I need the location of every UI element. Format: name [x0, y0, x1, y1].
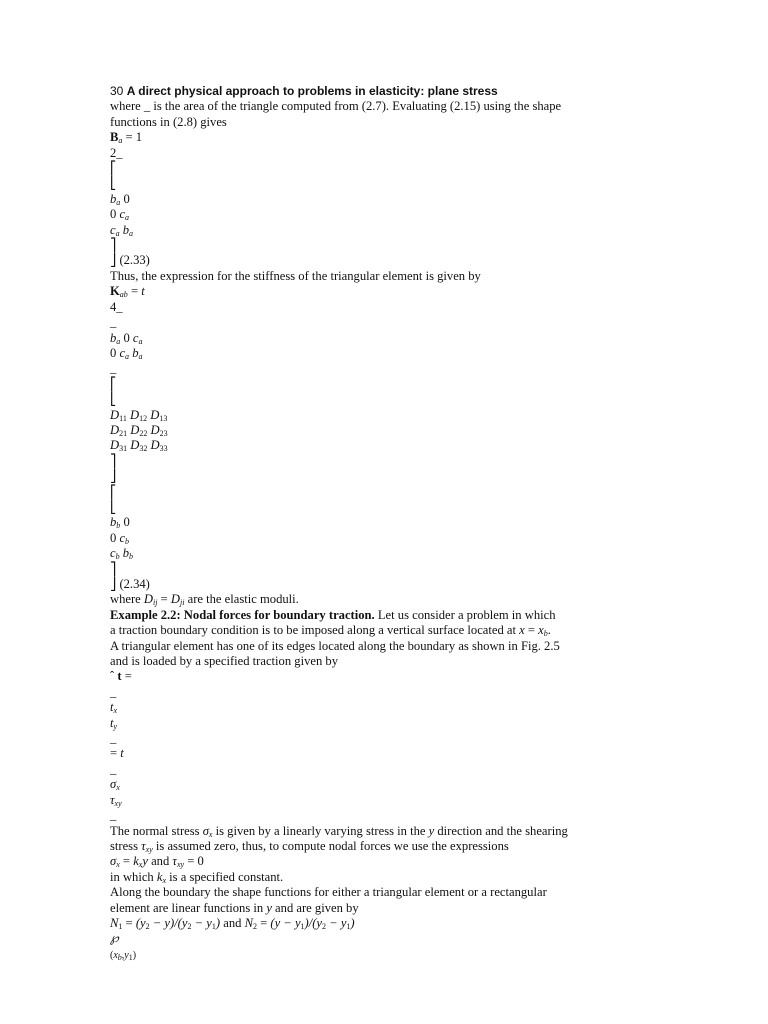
text-line [110, 392, 730, 407]
text-run: c [110, 222, 116, 237]
text-line [110, 777, 730, 792]
text-line [110, 669, 730, 684]
text-run: ⎤ [110, 453, 117, 468]
subscript: x [116, 860, 120, 870]
text-line [110, 500, 730, 515]
text-line [110, 639, 730, 654]
text-run: b [132, 345, 139, 360]
text-run: functions in (2.8) gives [110, 114, 227, 129]
subscript: x [208, 829, 213, 839]
text-run: ⎣ [110, 176, 117, 191]
subscript: 33 [159, 444, 168, 454]
text-run: Thus, the expression for the stiffness of the triangular element is given by [110, 268, 481, 283]
text-run: D [170, 592, 180, 607]
text-run: _ [110, 761, 117, 776]
text-run: and is loaded by a specified traction given by [110, 654, 339, 669]
subscript: xy [145, 844, 153, 854]
subscript: xy [176, 860, 185, 870]
text-line [110, 454, 730, 469]
subscript: b [117, 952, 122, 962]
text-line [110, 762, 730, 777]
text-run: D [150, 407, 160, 422]
text-line [110, 716, 730, 731]
text-run: _ [110, 315, 117, 330]
subscript: 13 [159, 413, 168, 423]
text-run: = [119, 854, 134, 869]
text-run: y [428, 823, 435, 838]
subscript: ij [153, 598, 158, 608]
text-line [110, 793, 730, 808]
text-run: Along the boundary the shape functions for either a triangular element or a rectangular [110, 885, 547, 900]
subscript: a [125, 351, 130, 361]
text-line [110, 654, 730, 669]
text-line [110, 931, 730, 946]
subscript: 2 [187, 921, 192, 931]
text-run: D [130, 438, 140, 453]
text-line [110, 238, 730, 253]
text-run: is given by a linearly varying stress in the [212, 823, 429, 838]
text-line [110, 870, 730, 885]
text-run: N [110, 915, 119, 930]
text-run: 0 [110, 530, 120, 545]
text-run: b [122, 546, 130, 561]
text-run: ⎦ (2.33) [110, 253, 150, 268]
text-line [110, 546, 730, 561]
text-line [110, 115, 730, 130]
text-line [110, 438, 730, 453]
subscript: 12 [139, 413, 148, 423]
text-run: ⎤ [110, 238, 117, 253]
text-run: ) [132, 949, 137, 961]
text-run: c [110, 546, 116, 561]
text-run: c [119, 530, 126, 545]
text-line [110, 192, 730, 207]
text-run: x [519, 623, 525, 638]
text-run: − y [191, 915, 212, 930]
subscript: a [116, 336, 121, 346]
text-run: = [127, 284, 142, 299]
text-run: A triangular element has one of its edges located along the boundary as shown in Fig. 2.5 [110, 638, 560, 653]
text-run: 4_ [110, 299, 123, 314]
text-line [110, 577, 730, 592]
text-run: D [150, 422, 160, 437]
text-run: in which [110, 869, 157, 884]
text-run: is a specified constant. [166, 869, 284, 884]
text-run: and [220, 915, 245, 930]
text-line [110, 515, 730, 530]
text-line [110, 947, 730, 963]
text-run: where _ is the area of the triangle computed from (2.7). Evaluating (2.15) using the shape [110, 99, 562, 114]
text-run: . [547, 623, 551, 638]
text-run: stress [110, 838, 142, 853]
subscript: x [138, 860, 143, 870]
text-run: = [110, 746, 121, 761]
running-header [110, 84, 730, 99]
text-line [110, 531, 730, 546]
text-line [110, 361, 730, 376]
text-run: x [538, 623, 544, 638]
text-run: N [244, 915, 253, 930]
text-run: b [110, 191, 117, 206]
subscript: y [113, 721, 118, 731]
text-run: − y)/(y [149, 915, 188, 930]
text-run: t [110, 700, 114, 715]
text-run: The normal stress [110, 823, 203, 838]
text-run: 0 [120, 515, 130, 530]
text-run: ⎡ [110, 484, 117, 499]
text-run: = [122, 915, 136, 930]
subscript: ji [180, 598, 185, 608]
text-run: ⎦ (2.34) [110, 577, 150, 591]
text-run: _ [110, 684, 117, 699]
text-line [110, 469, 730, 484]
text-run: t [141, 284, 145, 299]
text-run: 0 [110, 345, 120, 360]
text-run: y [142, 854, 148, 869]
text-run: ⎣ [110, 392, 117, 407]
subscript: b [115, 552, 120, 562]
text-line [110, 300, 730, 315]
text-line [110, 223, 730, 238]
text-run: b [110, 330, 117, 345]
text-run: = [121, 669, 132, 684]
text-run: τ [110, 792, 115, 807]
subscript: 11 [119, 413, 127, 423]
subscript: 22 [139, 428, 148, 438]
text-run: c [119, 345, 126, 360]
text-run: direction and the shearing [434, 823, 568, 838]
text-run: _ [110, 731, 117, 746]
text-run: K [110, 284, 120, 299]
text-run: ⎡ [110, 161, 117, 176]
text-run: D [110, 422, 120, 437]
text-run: D [143, 592, 154, 607]
text-run: x [113, 949, 118, 961]
subscript: b [116, 521, 121, 531]
subscript: a [129, 228, 134, 238]
text-line [110, 99, 730, 114]
text-line [110, 346, 730, 361]
subscript: xy [114, 798, 122, 808]
text-run: D [150, 438, 160, 453]
text-run: 2_ [110, 145, 123, 160]
text-run: 0 [110, 207, 120, 222]
text-line [110, 685, 730, 700]
text-run: ˆ [110, 669, 118, 684]
text-run: are the elastic moduli. [184, 592, 299, 607]
text-line [110, 284, 730, 299]
text-line [110, 623, 730, 638]
text-run: t [120, 746, 124, 761]
text-run: y [266, 900, 272, 915]
subscript: a [125, 213, 130, 223]
text-line [110, 854, 730, 869]
text-run: c [132, 330, 139, 345]
text-run: ⎣ [110, 499, 117, 514]
text-run: b [122, 222, 130, 237]
text-run: τ [141, 838, 146, 853]
text-run: k [156, 869, 163, 884]
text-run: ℘ [110, 931, 119, 946]
text-run: A direct physical approach to problems in elasticity: plane stress [126, 84, 498, 98]
subscript: a [115, 228, 120, 238]
subscript: b [543, 629, 548, 639]
text-run: )/(y [304, 915, 323, 930]
subscript: 32 [139, 444, 148, 454]
text-line [110, 746, 730, 761]
text-line [110, 423, 730, 438]
text-line [110, 592, 730, 607]
text-run: element are linear functions in [110, 900, 267, 915]
subscript: x [116, 783, 120, 793]
text-line [110, 408, 730, 423]
text-line [110, 269, 730, 284]
subscript: b [129, 552, 134, 562]
text-run: k [133, 854, 139, 869]
text-run: t [110, 715, 114, 730]
text-line [110, 253, 730, 268]
text-line [110, 562, 730, 577]
text-line [110, 885, 730, 900]
subscript: 2 [145, 921, 150, 931]
text-line [110, 608, 730, 623]
subscript: 1 [118, 921, 123, 931]
subscript: a [138, 351, 143, 361]
text-run: Example 2.2: Nodal forces for boundary traction. [110, 607, 375, 622]
text-run: D [129, 407, 140, 422]
text-run: and [147, 854, 173, 869]
text-run: ) [350, 915, 355, 930]
text-run: a traction boundary condition is to be imposed along a vertical surface located at [110, 623, 520, 638]
text-run: c [119, 207, 126, 222]
subscript: a [118, 136, 123, 146]
text-run: b [110, 515, 117, 530]
subscript: x [113, 706, 118, 716]
subscript: 1 [300, 921, 305, 931]
text-line [110, 315, 730, 330]
text-run: = 1 [122, 130, 143, 145]
text-run: is assumed zero, thus, to compute nodal forces we use the expressions [152, 838, 509, 853]
subscript: 2 [252, 921, 257, 931]
text-run: B [110, 130, 119, 145]
text-line [110, 331, 730, 346]
text-run: ( [110, 949, 114, 961]
subscript: b [125, 536, 130, 546]
text-line [110, 176, 730, 191]
text-run: 30 [110, 84, 127, 98]
subscript: 1 [346, 921, 351, 931]
subscript: ab [119, 290, 128, 300]
text-run: = 0 [184, 854, 204, 869]
subscript: 23 [159, 428, 168, 438]
text-run: − y [326, 915, 347, 930]
subscript: 21 [119, 428, 128, 438]
subscript: 2 [322, 921, 327, 931]
text-run: and are given by [271, 900, 359, 915]
text-run: ) [215, 915, 221, 930]
text-line [110, 377, 730, 392]
text-run: D [130, 422, 140, 437]
text-line [110, 700, 730, 715]
text-run: y [124, 949, 129, 961]
text-run: = [157, 592, 171, 607]
text-line [110, 916, 730, 931]
text-line [110, 824, 730, 839]
subscript: a [116, 197, 121, 207]
subscript: 1 [211, 921, 216, 931]
text-line [110, 130, 730, 145]
text-run: τ [172, 854, 177, 869]
text-line [110, 731, 730, 746]
text-run: D [110, 438, 120, 453]
text-run: σ [110, 854, 117, 869]
text-run: (y [135, 915, 146, 930]
text-line [110, 839, 730, 854]
text-run: 0 [120, 191, 130, 206]
text-line [110, 207, 730, 222]
text-run: ⎤ [110, 561, 117, 576]
subscript: 1 [128, 952, 133, 962]
text-run: σ [110, 777, 117, 792]
text-run: Let us consider a problem in which [374, 607, 556, 622]
text-line [110, 146, 730, 161]
text-run: , [121, 949, 125, 961]
subscript: 31 [119, 444, 128, 454]
text-run: where [110, 592, 144, 607]
text-run: _ [110, 808, 117, 823]
text-run: ⎦ [110, 469, 117, 484]
subscript: a [138, 336, 143, 346]
text-run: = [256, 915, 271, 930]
text-line [110, 161, 730, 176]
text-line [110, 901, 730, 916]
text-line [110, 808, 730, 823]
text-line [110, 485, 730, 500]
text-run: ⎡ [110, 376, 117, 391]
text-run: 0 [120, 330, 133, 345]
text-run: = [524, 623, 539, 638]
text-run: σ [202, 823, 209, 838]
document-page [110, 84, 730, 963]
text-run: (y − y [270, 915, 301, 930]
text-run: D [110, 407, 120, 422]
text-run: _ [110, 361, 117, 376]
subscript: x [162, 875, 167, 885]
text-run: t [117, 669, 122, 684]
